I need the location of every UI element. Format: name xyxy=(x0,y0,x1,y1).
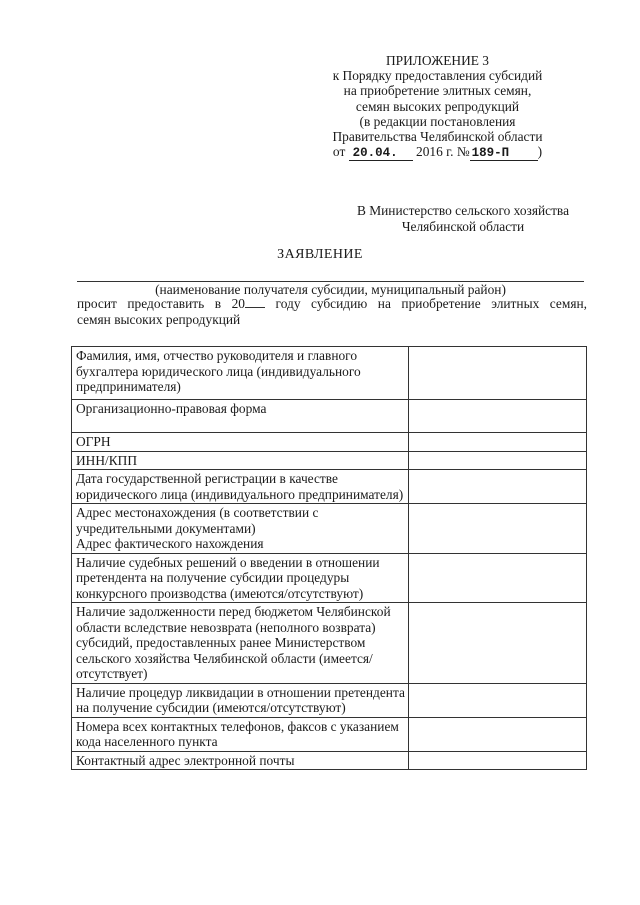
actual-address-label: Адрес фактического нахождения xyxy=(76,536,264,551)
table-row xyxy=(72,683,587,717)
row-value-cell xyxy=(409,603,587,684)
resolution-number: 189-П xyxy=(470,147,538,161)
appendix-title: ПРИЛОЖЕНИЕ 3 xyxy=(386,53,489,68)
recipient-caption: (наименование получателя субсидии, муниципальный район) xyxy=(155,282,506,297)
addressee-line: Челябинской области xyxy=(401,218,525,234)
row-value-cell xyxy=(409,683,587,717)
row-value-cell xyxy=(409,347,587,400)
appendix-line: на приобретение элитных семян, xyxy=(343,83,532,99)
request-line-2: семян высоких репродукций xyxy=(77,311,241,327)
resolution-date: 20.04. xyxy=(349,147,413,161)
row-value-cell xyxy=(409,470,587,504)
appendix-line: Правительства Челябинской области xyxy=(332,129,543,145)
request-text xyxy=(77,296,587,327)
table-row xyxy=(72,347,587,400)
legal-address-label: Адрес местонахождения (в соответствии с учредительными документами) xyxy=(76,505,319,536)
table-row xyxy=(72,553,587,603)
row-label: Наличие задолженности перед бюджетом Челябинской области вследствие невозврата (неполного возврата) субсидий, предоставленных ранее Министерством сельского хозяйства Челябинской области (имеется/отсутствует) xyxy=(72,603,409,684)
row-value-cell xyxy=(409,400,587,433)
row-value-cell xyxy=(409,553,587,603)
row-value-cell xyxy=(409,717,587,751)
row-label: ИНН/КПП xyxy=(72,451,409,470)
row-label xyxy=(72,504,409,554)
table-row xyxy=(72,451,587,470)
row-label: Дата государственной регистрации в качестве юридического лица (индивидуального предпринимателя) xyxy=(72,470,409,504)
row-label: Фамилия, имя, отчество руководителя и главного бухгалтера юридического лица (индивидуального предпринимателя) xyxy=(72,347,409,400)
addressee-line: В Министерство сельского хозяйства xyxy=(356,203,570,218)
row-value-cell xyxy=(409,451,587,470)
table-row xyxy=(72,717,587,751)
appendix-line: семян высоких репродукций xyxy=(355,98,520,114)
appendix-header xyxy=(300,53,575,161)
table-row xyxy=(72,400,587,433)
row-label: Организационно-правовая форма xyxy=(72,400,409,433)
resolution-date-line xyxy=(300,144,575,161)
year-text: 2016 г. № xyxy=(416,144,470,160)
application-form-table xyxy=(71,346,587,770)
table-row xyxy=(72,470,587,504)
table-row xyxy=(72,603,587,684)
row-label: Наличие судебных решений о введении в отношении претендента на получение субсидии процедуры конкурсного производства (имеются/отсутствуют) xyxy=(72,553,409,603)
row-label: Наличие процедур ликвидации в отношении претендента на получение субсидии (имеются/отсутствуют) xyxy=(72,683,409,717)
row-label: Номера всех контактных телефонов, факсов с указанием кода населенного пункта xyxy=(72,717,409,751)
date-prefix: от xyxy=(332,144,346,160)
appendix-line: (в редакции постановления xyxy=(359,113,516,129)
addressee xyxy=(318,203,608,234)
year-blank xyxy=(245,296,265,308)
document-title: ЗАЯВЛЕНИЕ xyxy=(277,247,363,262)
request-part-1: просит предоставить в 20 xyxy=(77,296,245,311)
row-value-cell xyxy=(409,504,587,554)
table-row xyxy=(72,751,587,770)
row-value-cell xyxy=(409,433,587,452)
appendix-line: к Порядку предоставления субсидий xyxy=(332,68,543,84)
row-label: ОГРН xyxy=(72,433,409,452)
row-label: Контактный адрес электронной почты xyxy=(72,751,409,770)
row-value-cell xyxy=(409,751,587,770)
table-row xyxy=(72,433,587,452)
request-part-2: году субсидию на приобретение элитных семян, xyxy=(275,296,587,311)
request-line-1 xyxy=(77,296,587,312)
closing-paren: ) xyxy=(537,144,543,160)
table-row xyxy=(72,504,587,554)
